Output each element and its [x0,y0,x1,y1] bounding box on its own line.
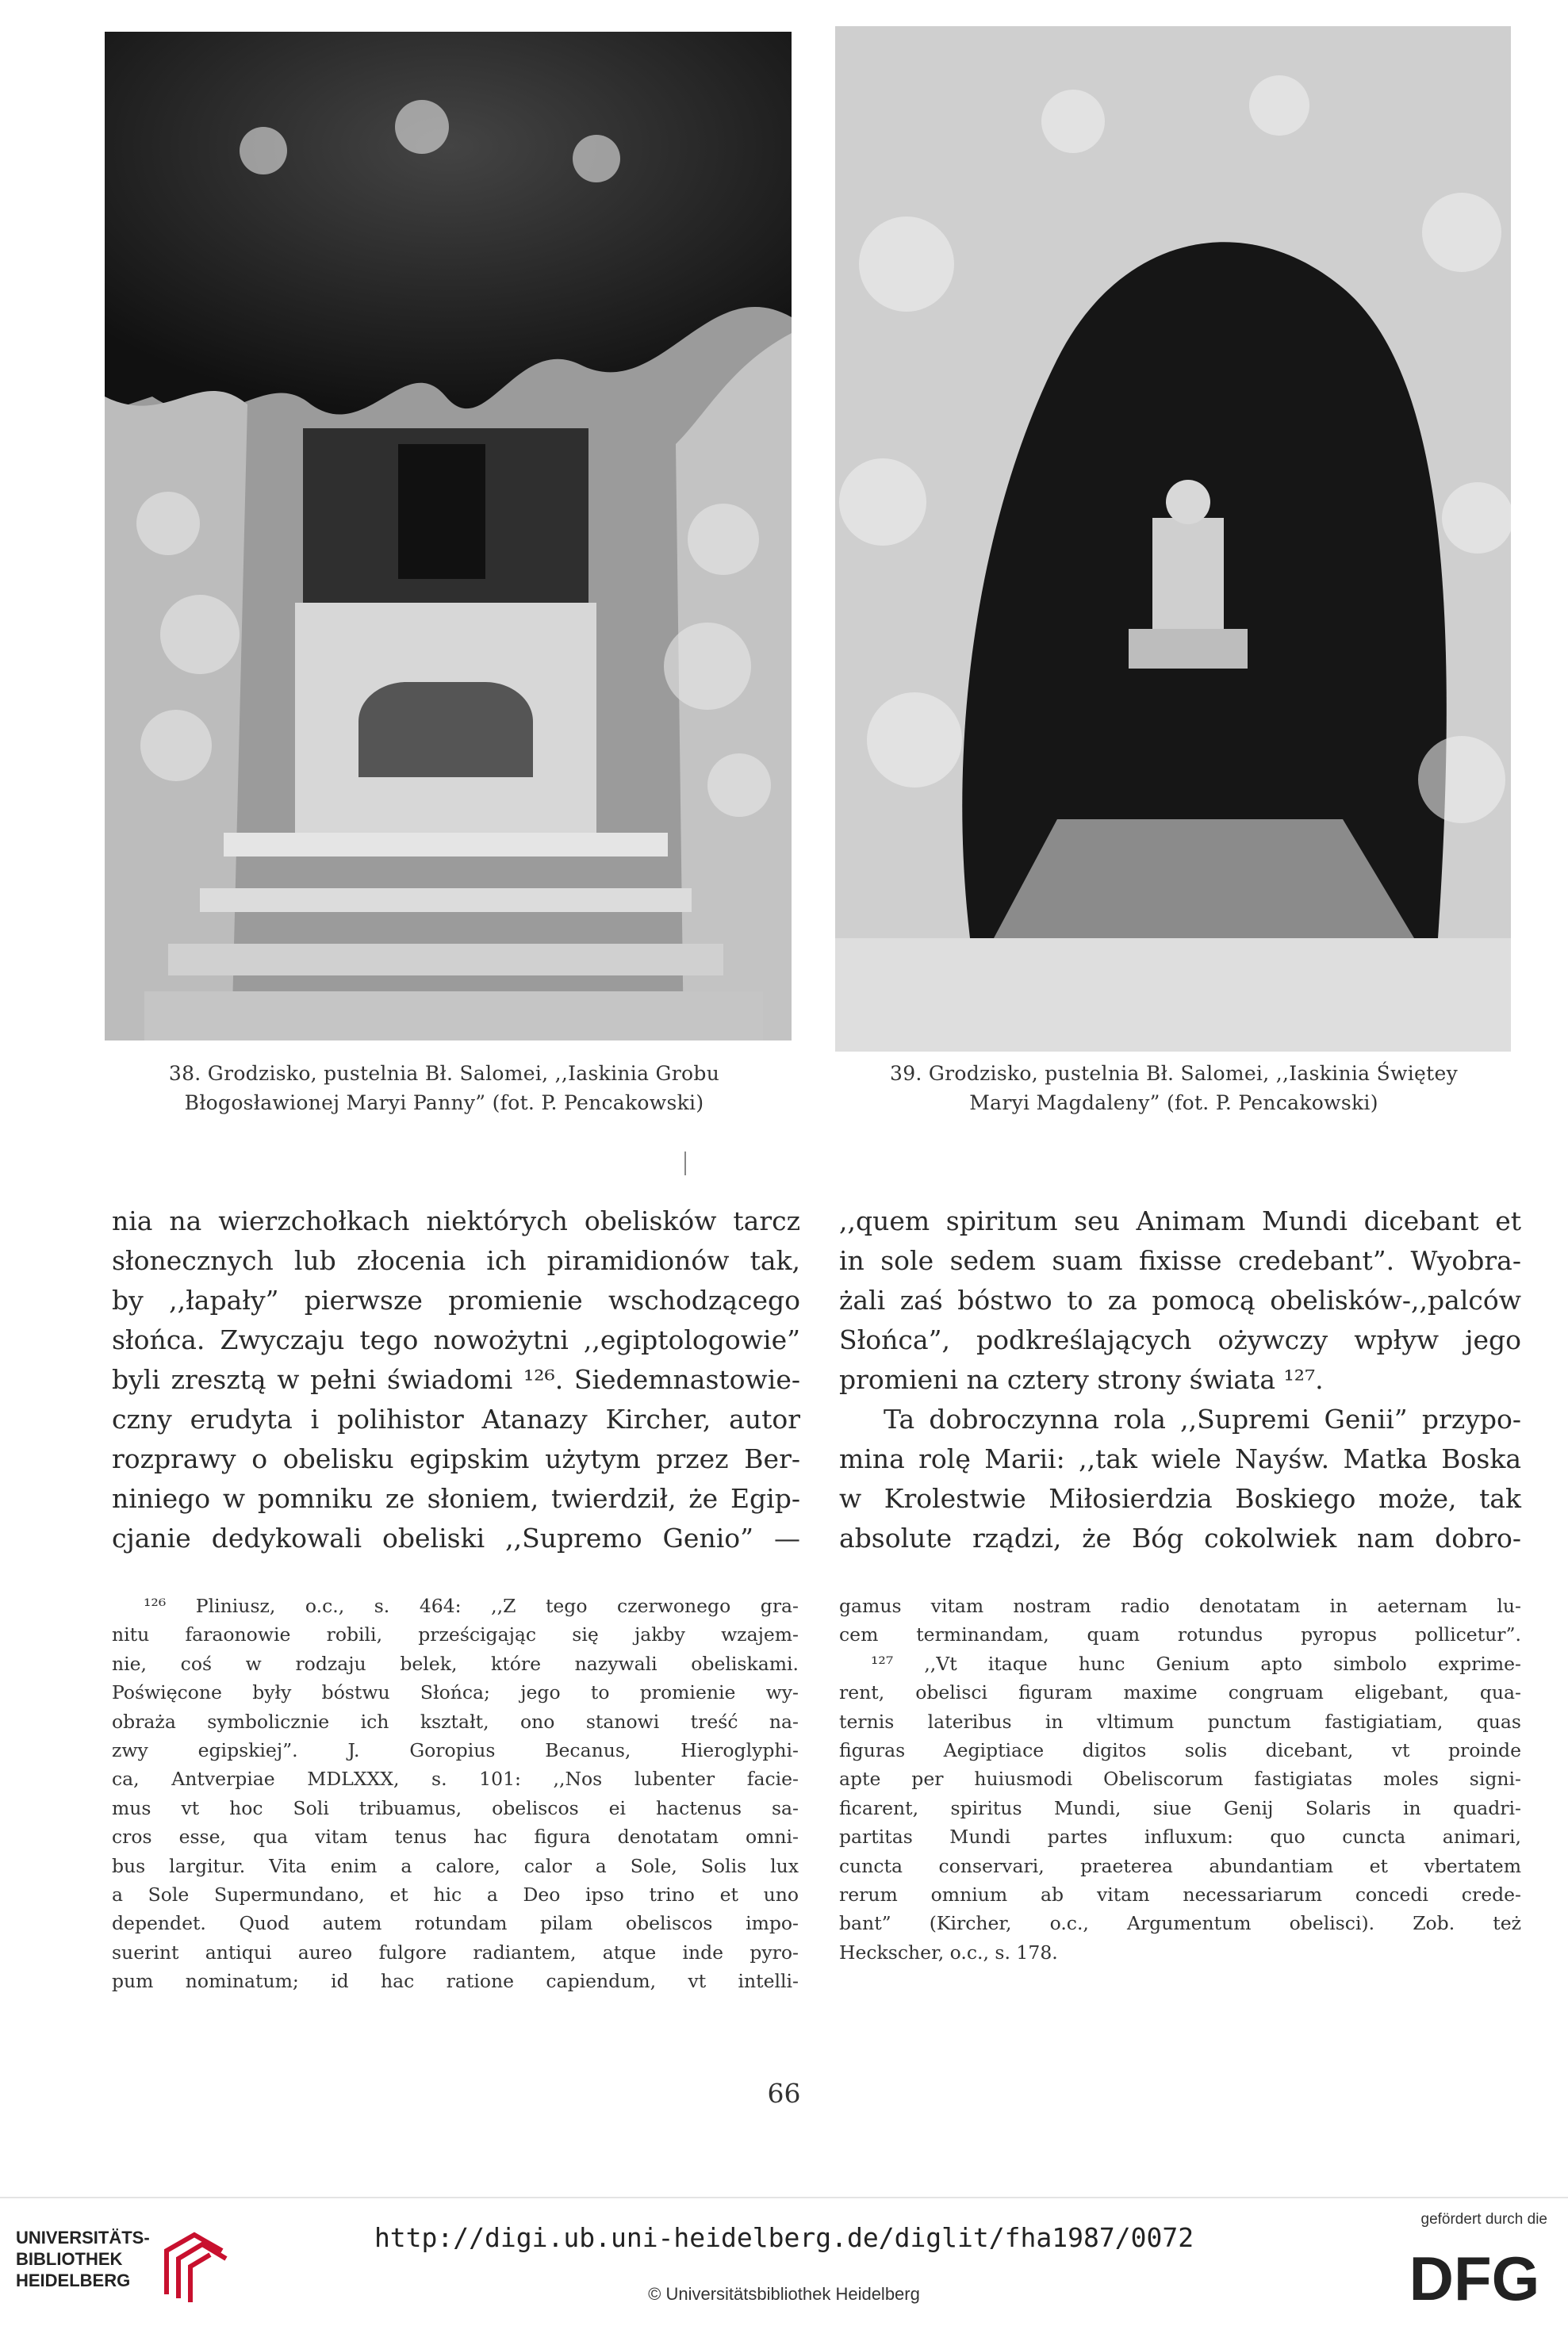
caption-line: Maryi Magdaleny” (fot. P. Pencakowski) [969,1091,1378,1114]
text-line: niniego w pomniku ze słoniem, twierdził, że Egip- [112,1483,800,1514]
footnote-line: nitu faraonowie robili, prześcigając się jakby wzajem- [112,1623,799,1646]
library-name-line: HEIDELBERG [16,2271,131,2290]
photo-grotto-altar [105,32,792,1040]
text-line: by ,,łapały” pierwsze promienie wschodzącego [112,1285,800,1316]
footnote-line: Poświęcone były bóstwu Słońca; jego to promienie wy- [112,1681,799,1704]
body-text-left-column [112,1201,800,1558]
footnote-line: dependet. Quod autem rotundam pilam obeliscos impo- [112,1912,799,1935]
footnote-line: obraża symbolicznie ich kształt, ono stanowi treść na- [112,1710,799,1733]
grotto-altar-illustration [105,32,792,1040]
caption-line: 38. Grodzisko, pustelnia Bł. Salomei, ,,Iaskinia Grobu [168,1062,720,1085]
text-line: ,,quem spiritum seu Animam Mundi dicebant et [839,1205,1521,1236]
text-line: żali zaś bóstwo to za pomocą obelisków-,,palców [839,1285,1521,1316]
text-line: czny erudyta i polihistor Atanazy Kircher, autor [112,1404,800,1435]
footnote-line: zwy egipskiej”. J. Goropius Becanus, Hieroglyphi- [112,1739,799,1762]
footnote-line: pum nominatum; id hac ratione capiendum, vt intelli- [112,1970,799,1993]
grotto-magdalene-illustration [835,26,1511,1052]
footnote-line: figuras Aegiptiace digitos solis dicebant, vt proinde [839,1739,1521,1762]
text-line: in sole sedem suam fixisse credebant”. Wyobra- [839,1245,1521,1276]
footnotes-right-column [839,1592,1521,1967]
footnote-line: Heckscher, o.c., s. 178. [839,1941,1058,1964]
footnote-line: a Sole Supermundano, et hic a Deo ipso trino et uno [112,1884,799,1907]
footnote-line: partitas Mundi partes influxum: quo cuncta animari, [839,1826,1521,1849]
dfg-logo-text: DFG [1409,2244,1540,2311]
figure-38-caption [87,1059,801,1117]
footnote-line: gamus vitam nostram radio denotatam in aeternam lu- [839,1595,1521,1617]
caption-line: Błogosławionej Maryi Panny” (fot. P. Pencakowski) [184,1091,704,1114]
footnote-line: nie, coś w rodzaju belek, które nazywali obeliskami. [112,1652,799,1675]
footnote-line: mus vt hoc Soli tribuamus, obeliscos ei hactenus sa- [112,1796,799,1819]
footnote-line: cem terminandam, quam rotundus pyropus pollicetur”. [839,1623,1521,1646]
library-name-line: BIBLIOTHEK [16,2249,123,2269]
footnote-line: ¹²⁷ ,,Vt itaque hunc Genium apto simbolo exprime- [871,1652,1521,1675]
text-line: cjanie dedykowali obeliski ,,Supremo Genio” — [112,1523,800,1554]
footnote-line: ¹²⁶ Pliniusz, o.c., s. 464: ,,Z tego czerwonego gra- [144,1595,799,1617]
body-text-right-column [839,1201,1521,1558]
footnote-line: bus largitur. Vita enim a calore, calor a Sole, Solis lux [112,1854,799,1877]
divider-mark [684,1152,686,1175]
source-url-link[interactable]: http://digi.ub.uni-heidelberg.de/diglit/fha1987/0072 [374,2222,1194,2253]
text-line: mina rolę Marii: ,,tak wiele Nayśw. Matka Boska [839,1443,1521,1474]
text-line: nia na wierzchołkach niektórych obelisków tarcz [112,1205,800,1236]
funded-by-label: gefördert durch die [1420,2211,1547,2228]
footnote-line: suerint antiqui aureo fulgore radiantem, atque inde pyro- [112,1941,799,1964]
footer-bar [0,2197,1568,2330]
footnote-line: ternis lateribus in vltimum punctum fastigiatiam, quas [839,1710,1521,1733]
text-line: Ta dobroczynna rola ,,Supremi Genii” przypo- [884,1404,1521,1435]
text-line: w Krolestwie Miłosierdzia Boskiego może, tak [839,1483,1521,1514]
text-line: byli zresztą w pełni świadomi ¹²⁶. Siedemnastowie- [112,1364,800,1395]
text-line: słońca. Zwyczaju tego nowożytni ,,egiptologowie” [112,1324,800,1355]
photo-grotto-magdalene [835,26,1511,1052]
text-line: słonecznych lub złocenia ich piramidionów tak, [112,1245,800,1276]
footnote-line: cros esse, qua vitam tenus hac figura denotatam omni- [112,1826,799,1849]
footnote-line: rerum omnium ab vitam necessariarum concedi crede- [839,1884,1521,1907]
copyright-notice: © Universitätsbibliothek Heidelberg [648,2284,920,2304]
text-line: rozprawy o obelisku egipskim użytym przez Ber- [112,1443,800,1474]
footnote-line: ca, Antverpiae MDLXXX, s. 101: ,,Nos lubenter facie- [112,1768,799,1791]
footnote-line: ficarent, spiritus Mundi, siue Genij Solaris in quadri- [839,1796,1521,1819]
dfg-logo-icon[interactable] [1401,2243,1547,2311]
footnotes-left-column [112,1592,799,1996]
caption-line: 39. Grodzisko, pustelnia Bł. Salomei, ,,Iaskinia Świętey [889,1062,1458,1085]
text-line: absolute rządzi, że Bóg cokolwiek nam dobro- [839,1523,1521,1554]
footnote-line: rent, obelisci figuram maxime congruam eligebant, qua- [839,1681,1521,1704]
footnote-line: apte per huiusmodi Obeliscorum fastigiatas moles signi- [839,1768,1521,1791]
page-number: 66 [767,2078,801,2109]
footnote-line: cuncta conservari, praeterea abundantiam et vbertatem [839,1854,1521,1877]
footnote-line: bant” (Kircher, o.c., Argumentum obelisci). Zob. też [839,1912,1521,1935]
text-line: promieni na cztery strony świata ¹²⁷. [839,1364,1324,1395]
library-name-line: UNIVERSITÄTS- [16,2228,150,2248]
figure-39-caption [825,1059,1523,1117]
text-line: Słońca”, podkreślających ożywczy wpływ jego [839,1324,1521,1355]
